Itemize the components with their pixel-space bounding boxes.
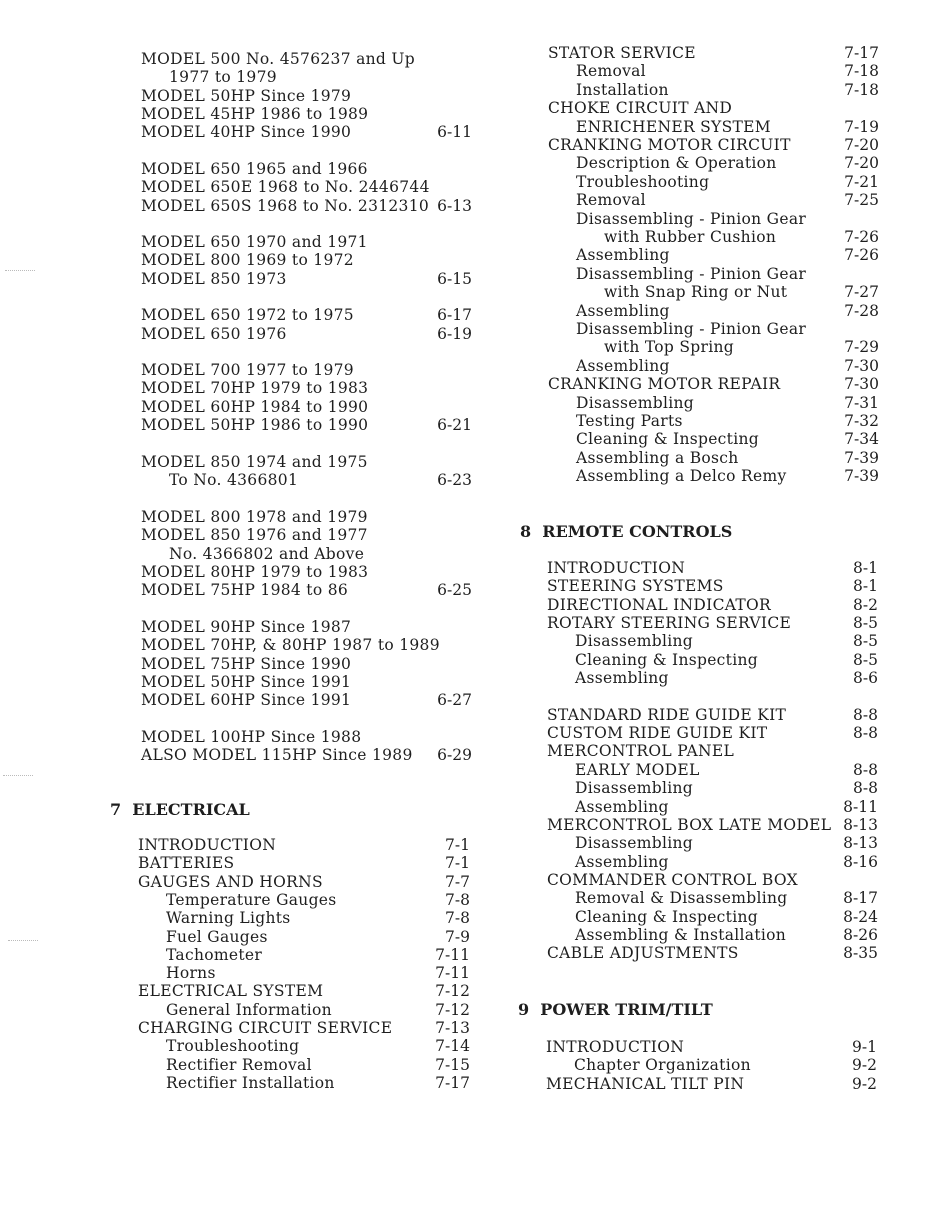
scan-speck xyxy=(5,270,35,273)
page-number: 7-18 xyxy=(844,62,879,81)
toc-entry: CUSTOM RIDE GUIDE KIT xyxy=(547,724,768,743)
toc-entry: Fuel Gauges xyxy=(166,927,268,946)
toc-entry: with Snap Ring or Nut xyxy=(604,283,788,302)
model-line: MODEL 650S 1968 to No. 2312310 xyxy=(141,196,430,215)
model-line: MODEL 650 1970 and 1971 xyxy=(141,233,368,251)
model-line: MODEL 50HP 1986 to 1990 xyxy=(141,416,369,435)
page-number: 7-31 xyxy=(844,393,879,412)
page-number: 8-5 xyxy=(853,650,878,669)
toc-entry: Disassembling xyxy=(575,632,694,651)
page-number: 7-21 xyxy=(844,172,879,191)
toc-entry: Temperature Gauges xyxy=(166,890,337,909)
toc-entry: Cleaning & Inspecting xyxy=(575,907,758,926)
toc-entry: Cleaning & Inspecting xyxy=(575,650,758,669)
page-number: 8-8 xyxy=(853,779,878,798)
model-line: MODEL 75HP Since 1990 xyxy=(141,654,352,673)
toc-entry: INTRODUCTION xyxy=(547,559,686,577)
toc-entry: General Information xyxy=(166,1000,332,1019)
page-number: 8-6 xyxy=(853,669,878,688)
page-number: 7-18 xyxy=(844,80,879,99)
page-number: 7-29 xyxy=(844,338,879,357)
model-line: MODEL 70HP, & 80HP 1987 to 1989 xyxy=(141,636,440,655)
toc-entry: GAUGES AND HORNS xyxy=(138,872,323,891)
page-number: 9-2 xyxy=(852,1074,877,1093)
toc-entry: Horns xyxy=(166,964,216,983)
section-9-number: 9 xyxy=(518,1000,530,1019)
model-line: MODEL 60HP 1984 to 1990 xyxy=(141,397,369,416)
toc-entry: Removal xyxy=(576,191,646,210)
scan-speck xyxy=(3,775,33,778)
page-number: 7-20 xyxy=(844,154,879,173)
page-number: 7-1 xyxy=(445,854,470,873)
page-number: 8-8 xyxy=(853,760,878,779)
page-number: 7-26 xyxy=(844,246,879,265)
page-number: 6-15 xyxy=(437,269,472,288)
section-7-heading xyxy=(110,800,250,820)
toc-entry: STANDARD RIDE GUIDE KIT xyxy=(547,705,787,724)
toc-entry: Warning Lights xyxy=(166,909,291,928)
toc-entry: Tachometer xyxy=(166,945,263,964)
section-9-heading xyxy=(518,1000,713,1020)
page-number: 7-26 xyxy=(844,228,879,246)
toc-entry: Testing Parts xyxy=(576,412,683,430)
section-9-title: POWER TRIM/TILT xyxy=(540,1000,713,1019)
toc-entry: INTRODUCTION xyxy=(546,1038,685,1056)
page-number: 6-19 xyxy=(437,325,472,343)
toc-entry: Assembling xyxy=(575,852,669,871)
model-line: MODEL 75HP 1984 to 86 xyxy=(141,581,349,600)
model-line: To No. 4366801 xyxy=(169,471,299,490)
toc-entry: Disassembling - Pinion Gear xyxy=(576,320,807,338)
page-number: 7-19 xyxy=(844,117,879,136)
page-number: 7-30 xyxy=(844,356,879,375)
page-number: 7-8 xyxy=(445,890,470,909)
toc-entry: EARLY MODEL xyxy=(575,760,700,779)
page-number: 7-12 xyxy=(435,1000,470,1019)
toc-entry: Assembling xyxy=(575,797,669,816)
page-number: 7-11 xyxy=(435,964,470,983)
model-line: MODEL 800 1978 and 1979 xyxy=(141,508,368,526)
page-number: 8-17 xyxy=(843,889,878,908)
section-8-heading xyxy=(520,522,732,542)
toc-entry: Assembling xyxy=(575,669,669,688)
toc-entry: Assembling a Delco Remy xyxy=(576,467,787,486)
page-number: 7-7 xyxy=(445,872,470,891)
page-number: 6-27 xyxy=(437,691,472,710)
toc-entry: BATTERIES xyxy=(138,854,235,873)
page-number: 8-2 xyxy=(853,595,878,614)
page-number: 7-39 xyxy=(844,467,879,486)
model-line: MODEL 650 1976 xyxy=(141,325,287,343)
toc-entry: Assembling xyxy=(576,356,670,375)
page-number: 7-17 xyxy=(435,1073,470,1092)
toc-entry: MERCONTROL PANEL xyxy=(547,742,735,761)
toc-entry: Removal xyxy=(576,62,646,81)
model-line: MODEL 500 No. 4576237 and Up xyxy=(141,50,415,68)
page-number: 6-17 xyxy=(437,306,472,324)
toc-entry: Troubleshooting xyxy=(576,172,710,191)
page-number: 8-8 xyxy=(853,705,878,724)
model-line: MODEL 850 1973 xyxy=(141,269,287,288)
model-line: MODEL 850 1974 and 1975 xyxy=(141,453,368,471)
page-number: 6-21 xyxy=(437,416,472,435)
page-number: 6-25 xyxy=(437,581,472,600)
page-number: 8-35 xyxy=(843,944,878,963)
page-number: 7-13 xyxy=(435,1019,470,1037)
toc-entry: Assembling xyxy=(576,301,670,320)
toc-entry: Disassembling - Pinion Gear xyxy=(576,264,807,283)
toc-entry: ELECTRICAL SYSTEM xyxy=(138,982,324,1001)
page-number: 7-20 xyxy=(844,136,879,154)
page-number: 9-1 xyxy=(852,1038,877,1056)
page-number: 8-13 xyxy=(843,815,878,834)
model-line: MODEL 50HP Since 1979 xyxy=(141,86,352,105)
page-number: 8-1 xyxy=(853,577,878,596)
page-number: 7-8 xyxy=(445,909,470,928)
page-number: 8-8 xyxy=(853,724,878,743)
page-number: 7-14 xyxy=(435,1037,470,1056)
page-number: 8-11 xyxy=(843,797,878,816)
toc-entry: Assembling xyxy=(576,246,670,265)
page-number: 7-28 xyxy=(844,301,879,320)
toc-entry: MECHANICAL TILT PIN xyxy=(546,1074,745,1093)
section-7-title: ELECTRICAL xyxy=(132,800,250,819)
toc-entry: Description & Operation xyxy=(576,154,777,173)
page-number: 7-9 xyxy=(445,927,470,946)
toc-entry: Rectifier Installation xyxy=(166,1073,335,1092)
page-number: 7-17 xyxy=(844,44,879,62)
page-number: 7-11 xyxy=(435,945,470,964)
page-number: 6-29 xyxy=(437,746,472,765)
scan-speck xyxy=(8,940,38,943)
toc-entry: Assembling & Installation xyxy=(575,925,787,944)
toc-entry: with Rubber Cushion xyxy=(604,228,777,246)
page-number: 8-13 xyxy=(843,834,878,853)
toc-entry: Cleaning & Inspecting xyxy=(576,430,759,449)
toc-entry: Rectifier Removal xyxy=(166,1055,312,1074)
section-8-number: 8 xyxy=(520,522,532,541)
toc-entry: CRANKING MOTOR REPAIR xyxy=(548,375,781,394)
page-number: 6-11 xyxy=(437,123,472,142)
page-number: 7-15 xyxy=(435,1055,470,1074)
page-number: 8-5 xyxy=(853,614,878,633)
page-number: 6-13 xyxy=(437,196,472,215)
page-number: 8-24 xyxy=(843,907,878,926)
model-line: MODEL 700 1977 to 1979 xyxy=(141,361,354,379)
toc-entry: Assembling a Bosch xyxy=(576,448,739,467)
page-number: 7-27 xyxy=(844,283,879,302)
model-line: MODEL 90HP Since 1987 xyxy=(141,618,352,636)
model-line: 1977 to 1979 xyxy=(169,68,277,87)
toc-entry: DIRECTIONAL INDICATOR xyxy=(547,595,771,614)
model-line: MODEL 50HP Since 1991 xyxy=(141,673,352,692)
model-line: MODEL 650 1965 and 1966 xyxy=(141,160,368,178)
page-number: 8-5 xyxy=(853,632,878,651)
model-line: MODEL 650 1972 to 1975 xyxy=(141,306,354,324)
toc-entry: Disassembling - Pinion Gear xyxy=(576,209,807,228)
page-number: 7-32 xyxy=(844,412,879,430)
model-line: MODEL 40HP Since 1990 xyxy=(141,123,352,142)
model-line: ALSO MODEL 115HP Since 1989 xyxy=(141,746,413,765)
page-number: 8-1 xyxy=(853,559,878,577)
toc-entry: CHARGING CIRCUIT SERVICE xyxy=(138,1019,393,1037)
toc-entry: Disassembling xyxy=(575,834,694,853)
model-line: MODEL 650E 1968 to No. 2446744 xyxy=(141,178,430,197)
page-number: 7-25 xyxy=(844,191,879,210)
toc-entry: CHOKE CIRCUIT AND xyxy=(548,99,733,118)
model-line: MODEL 45HP 1986 to 1989 xyxy=(141,105,369,124)
page-number: 7-34 xyxy=(844,430,879,449)
toc-entry: COMMANDER CONTROL BOX xyxy=(547,870,798,889)
model-line: No. 4366802 and Above xyxy=(169,544,365,563)
model-line: MODEL 70HP 1979 to 1983 xyxy=(141,379,369,398)
toc-entry: Installation xyxy=(576,80,669,99)
page-number: 9-2 xyxy=(852,1056,877,1075)
model-line: MODEL 80HP 1979 to 1983 xyxy=(141,563,369,582)
page-number: 7-39 xyxy=(844,448,879,467)
section-7-number: 7 xyxy=(110,800,122,819)
model-line: MODEL 850 1976 and 1977 xyxy=(141,526,368,545)
toc-entry: STEERING SYSTEMS xyxy=(547,577,724,596)
toc-entry: Chapter Organization xyxy=(574,1056,751,1075)
page-number: 6-23 xyxy=(437,471,472,490)
toc-entry: with Top Spring xyxy=(604,338,734,357)
section-8-title: REMOTE CONTROLS xyxy=(542,522,733,541)
toc-entry: MERCONTROL BOX LATE MODEL xyxy=(547,815,832,834)
page-number: 7-1 xyxy=(445,836,470,854)
model-line: MODEL 60HP Since 1991 xyxy=(141,691,352,710)
page-number: 7-12 xyxy=(435,982,470,1001)
toc-entry: ROTARY STEERING SERVICE xyxy=(547,614,792,633)
toc-entry: CABLE ADJUSTMENTS xyxy=(547,944,739,963)
toc-entry: Troubleshooting xyxy=(166,1037,300,1056)
page-number: 8-16 xyxy=(843,852,878,871)
model-line: MODEL 100HP Since 1988 xyxy=(141,728,362,746)
toc-entry: Removal & Disassembling xyxy=(575,889,788,908)
toc-entry: Disassembling xyxy=(576,393,695,412)
model-line: MODEL 800 1969 to 1972 xyxy=(141,251,354,270)
toc-entry: STATOR SERVICE xyxy=(548,44,696,62)
toc-entry: CRANKING MOTOR CIRCUIT xyxy=(548,136,791,154)
page-number: 7-30 xyxy=(844,375,879,394)
toc-entry: Disassembling xyxy=(575,779,694,798)
toc-entry: ENRICHENER SYSTEM xyxy=(576,117,771,136)
toc-entry: INTRODUCTION xyxy=(138,836,277,854)
page-number: 8-26 xyxy=(843,925,878,944)
